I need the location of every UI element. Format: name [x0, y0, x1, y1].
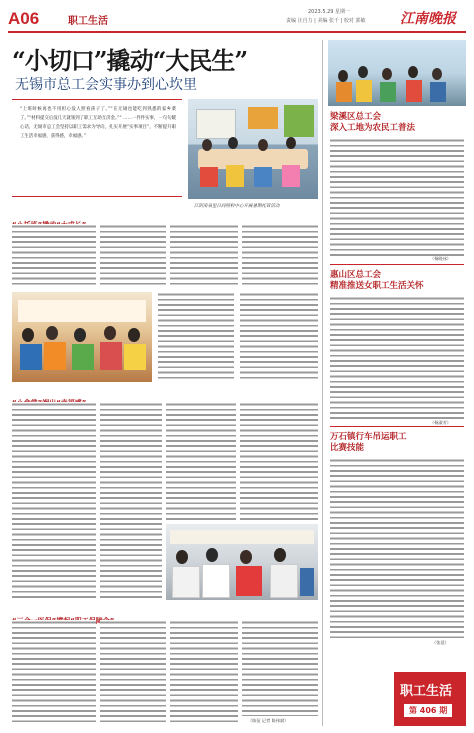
sidebar-rule-2 [330, 426, 464, 427]
sidebar-story-1-credit: （杨晓冰） [430, 256, 451, 261]
section-2-col-1 [12, 402, 96, 600]
page-code: A06 [8, 9, 40, 28]
headline-subtitle: 无锡市总工会实事办到心坎里 [15, 77, 197, 93]
sidebar-story-3-credit: （张延） [432, 640, 449, 645]
section-3-col-3 [170, 620, 238, 724]
footer-badge-title: 职工生活 [400, 684, 453, 699]
footer-badge-issue: 第 406 期 [404, 704, 452, 717]
sidebar-rule-1 [330, 264, 464, 265]
header-rule [8, 31, 466, 33]
canteen-photo [166, 524, 318, 600]
middle-photo [12, 292, 152, 382]
middle-text-col-1 [158, 292, 234, 382]
sidebar-story-1-text [330, 138, 464, 256]
lead-photo-caption: 江阴南泉里日间照料中心开展暑期托管活动 [194, 204, 280, 209]
lead-box [12, 99, 182, 197]
lead-paragraph: “上班时候再也不用担心没人照看孩子了。”“在无锡也能吃到熟悉的家乡菜了。”“材料提交后没几天就领到了职工互助互济金。”“ ……一件件实事，一句句暖心话，无锡市总工会坚持以职工需求为导向，扎实开展“实事项目”，不断提升职工生活幸福感，获得感，幸福感。” [20, 107, 176, 139]
section-2-col-4 [240, 402, 318, 520]
section-1-col-4 [242, 224, 318, 288]
column-divider [322, 40, 323, 726]
sidebar-story-1-title: 梁溪区总工会 深入工地为农民工普法 [330, 112, 416, 133]
middle-text-col-2 [240, 292, 318, 382]
section-name: 职工生活 [68, 16, 108, 27]
headline-kicker: “小切口”撬动“大民生” [12, 46, 248, 75]
sidebar-photo [328, 40, 466, 106]
editors-line: 责编 汪自力 | 美编 张千 | 校对 郭敏 [286, 18, 366, 24]
sidebar-story-2-credit: （杨淑芳） [430, 420, 451, 425]
sidebar-story-2-title: 惠山区总工会 精准推送女职工生活关怀 [330, 270, 424, 291]
section-3-col-4 [242, 620, 318, 716]
footer-badge [394, 672, 466, 726]
date-line: 2023.5.29 星期一 [308, 9, 351, 15]
sidebar-story-3-text [330, 458, 464, 640]
section-3-col-2 [100, 620, 166, 724]
section-3-col-1 [12, 620, 96, 724]
sidebar-story-3-title: 万石镇行车吊运职工 比赛技能 [330, 432, 407, 453]
section-1-col-2 [100, 224, 166, 288]
lead-photo [188, 99, 318, 199]
byline: （陈征 记者 陈伟斌） [248, 718, 289, 723]
sidebar-story-2-text [330, 296, 464, 420]
section-2-col-2 [100, 402, 162, 600]
masthead-logo: 江南晚报 [400, 11, 456, 27]
section-1-col-3 [170, 224, 238, 288]
section-2-col-3 [166, 402, 236, 520]
section-1-col-1 [12, 224, 96, 288]
